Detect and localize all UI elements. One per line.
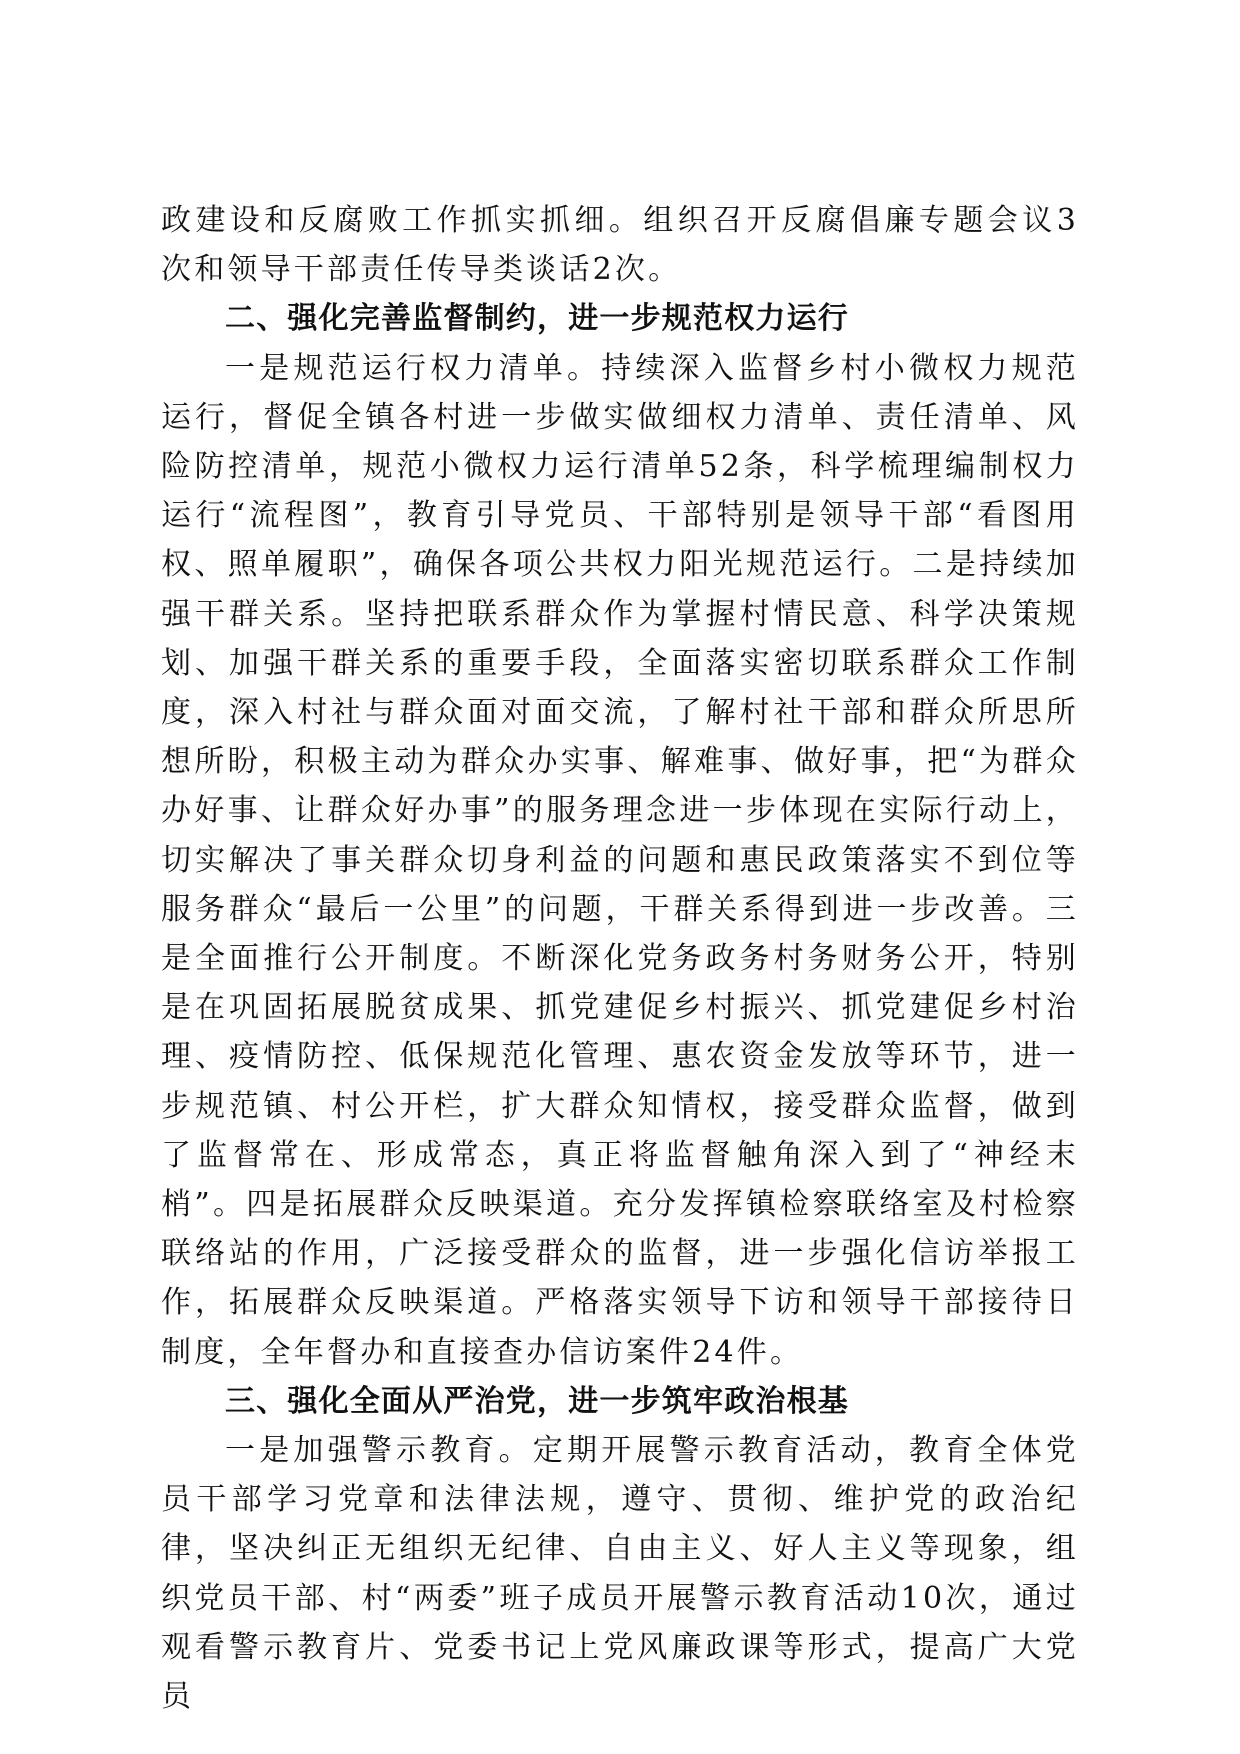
document-body (161, 196, 1079, 1721)
section-heading-2: 二、强化完善监督制约，进一步规范权力运行 (225, 301, 849, 337)
paragraph-warning-education: 一是加强警示教育。定期开展警示教育活动，教育全体党员干部学习党章和法律法规，遵守、贯彻、维护党的政治纪律，坚决纠正无组织无纪律、自由主义、好人主义等现象，组织党员干部、村“两委”班子成员开展警示教育活动10次，通过观看警示教育片、党委书记上党风廉政课等形式，提高广大党员 (161, 1433, 1079, 1715)
paragraph-continued: 政建设和反腐败工作抓实抓细。组织召开反腐倡廉专题会议3次和领导干部责任传导类谈话2次。 (161, 203, 1079, 288)
section-heading-3: 三、强化全面从严治党，进一步筑牢政治根基 (225, 1383, 849, 1419)
paragraph-supervision: 一是规范运行权力清单。持续深入监督乡村小微权力规范运行，督促全镇各村进一步做实做细权力清单、责任清单、风险防控清单，规范小微权力运行清单52条，科学梳理编制权力运行“流程图”，教育引导党员、干部特别是领导干部“看图用权、照单履职”，确保各项公共权力阳光规范运行。二是持续加强干群关系。坚持把联系群众作为掌握村情民意、科学决策规划、加强干群关系的重要手段，全面落实密切联系群众工作制度，深入村社与群众面对面交流，了解村社干部和群众所思所想所盼，积极主动为群众办实事、解难事、做好事，把“为群众办好事、让群众好办事”的服务理念进一步体现在实际行动上，切实解决了事关群众切身利益的问题和惠民政策落实不到位等服务群众“最后一公里”的问题，干群关系得到进一步改善。三是全面推行公开制度。不断深化党务政务村务财务公开，特别是在巩固拓展脱贫成果、抓党建促乡村振兴、抓党建促乡村治理、疫情防控、低保规范化管理、惠农资金发放等环节，进一步规范镇、村公开栏，扩大群众知情权，接受群众监督，做到了监督常在、形成常态，真正将监督触角深入到了“神经末梢”。四是拓展群众反映渠道。充分发挥镇检察联络室及村检察联络站的作用，广泛接受群众的监督，进一步强化信访举报工作，拓展群众反映渠道。严格落实领导下访和领导干部接待日制度，全年督办和直接查办信访案件24件。 (161, 350, 1079, 1370)
